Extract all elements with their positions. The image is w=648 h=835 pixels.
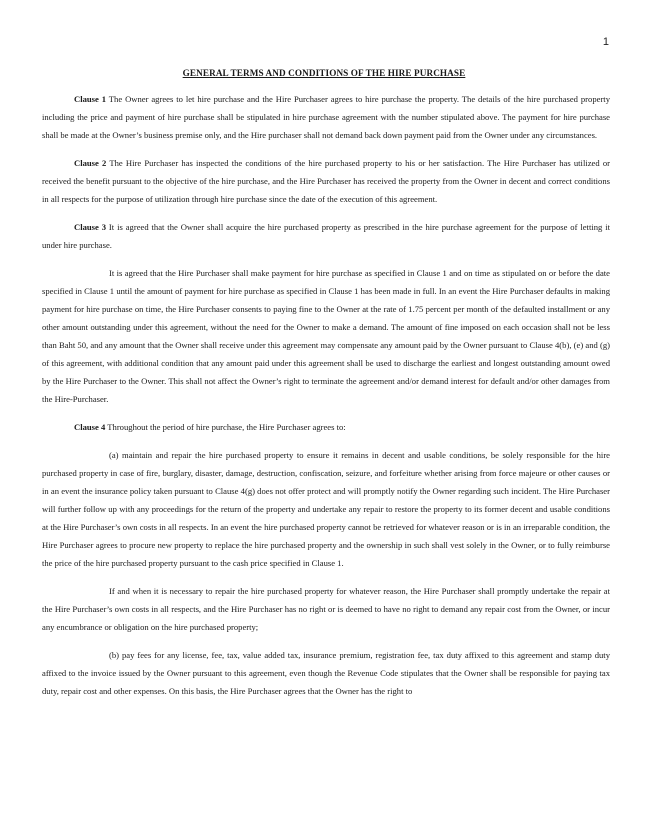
page-number: 1: [602, 36, 609, 48]
document-title: GENERAL TERMS AND CONDITIONS OF THE HIRE PURCHASE: [182, 68, 466, 78]
clause-label: Clause 1: [74, 94, 107, 104]
paragraph-text: (b) pay fees for any license, fee, tax, value added tax, insurance premium, registration fee, tax duty affixed to this agreement and stamp duty affixed to the invoice issued by the Owner pursuant to this agreement, even though the Revenue Code stipulates that the Owner shall be responsible for paying tax duty, repair cost and other expenses. On this basis, the Hire Purchaser agrees that the Owner has the right to: [42, 649, 610, 696]
clause-label: Clause 4: [74, 421, 106, 432]
paragraph-text: Throughout the period of hire purchase, the Hire Purchaser agrees to:: [105, 421, 346, 432]
clause-label: Clause 2: [74, 157, 107, 168]
clause-2-paragraph: [42, 154, 610, 208]
clause-4a-paragraph: [42, 446, 610, 573]
document-body: [42, 90, 610, 710]
clause-4b-paragraph: [42, 646, 610, 700]
clause-1-paragraph: [42, 90, 610, 144]
paragraph-text: It is agreed that the Hire Purchaser shall make payment for hire purchase as specified in Clause 1 and on time as stipulated on or before the date specified in Clause 1 until the amount of payment for hire purchase as specified in Clause 1 has been made in full. In an event the Hire Purchaser defaults in making payment for hire purchase on time, the Hire Purchaser consents to paying fine to the Owner at the rate of 1.75 percent per month of the defaulted installment or any other amount outstanding under this agreement, without the need for the Owner to make a demand. The amount of fine imposed on each occasion shall not be less than Baht 50, and any amount that the Owner shall receive under this agreement may compensate any amount paid by the Owner pursuant to Clause 4(b), (e) and (g) of this agreement, with additional condition that any amount paid under this agreement shall be used to discharge the earliest and longest outstanding amount owed by the Hire Purchaser to the Owner. This shall not affect the Owner’s right to terminate the agreement and/or demand interest for default and/or other damages from the Hire-Purchaser.: [42, 267, 610, 405]
paragraph-text: The Hire Purchaser has inspected the conditions of the hire purchased property to his or her satisfaction. The Hire Purchaser has utilized or received the benefit pursuant to the objective of the hire purchase, and the Hire Purchaser has received the property from the Owner in decent and correct conditions in all respects for the purpose of utilization through hire purchase since the date of the execution of this agreement.: [42, 157, 610, 205]
paragraph-text: It is agreed that the Owner shall acquire the hire purchased property as prescribed in the hire purchase agreement for the purpose of letting it under hire purchase.: [42, 221, 610, 250]
clause-4-paragraph: [42, 418, 610, 436]
clause-label: Clause 3: [74, 221, 107, 232]
paragraph-text: The Owner agrees to let hire purchase and the Hire Purchaser agrees to hire purchase the property. The details of the hire purchased property including the price and payment of hire purchase shall be stipulated in hire purchase agreement with the number stipulated above. The payment for hire purchase shall be made at the Owner’s business premise only, and the Hire purchaser shall not demand back down payment paid from the Owner under any circumstances.: [42, 94, 610, 141]
clause-3-continuation-paragraph: [42, 264, 610, 409]
clause-3-paragraph: [42, 218, 610, 254]
clause-4a-repair-paragraph: [42, 582, 610, 636]
paragraph-text: If and when it is necessary to repair the hire purchased property for whatever reason, the Hire Purchaser shall promptly undertake the repair at the Hire Purchaser’s own costs in all respects, and the Hire Purchaser has no right or is deemed to have no right to demand any repair cost from the Owner, or incur any encumbrance or obligation on the hire purchased property;: [42, 585, 610, 632]
paragraph-text: (a) maintain and repair the hire purchased property to ensure it remains in decent and usable conditions, be solely responsible for the hire purchased property in case of fire, burglary, disaster, damage, destruction, confiscation, seizure, and forfeiture whether arising from force majeure or other causes or in an event the insurance policy taken pursuant to Clause 4(g) does not offer protect and will promptly notify the Owner regarding such incident. The Hire Purchaser will further follow up with any proceedings for the return of the property and undertake any repair to restore the property to its former decent and usable conditions at the Hire Purchaser’s own costs in all respects. In an event the hire purchased property cannot be retrieved for whatever reason or is in an irreparable condition, the Hire Purchaser agrees to procure new property to replace the hire purchased property and the ownership in such shall vest solely in the Owner, or to fully reimburse the price of the hire purchased property pursuant to the cash price specified in Clause 1.: [42, 449, 610, 569]
